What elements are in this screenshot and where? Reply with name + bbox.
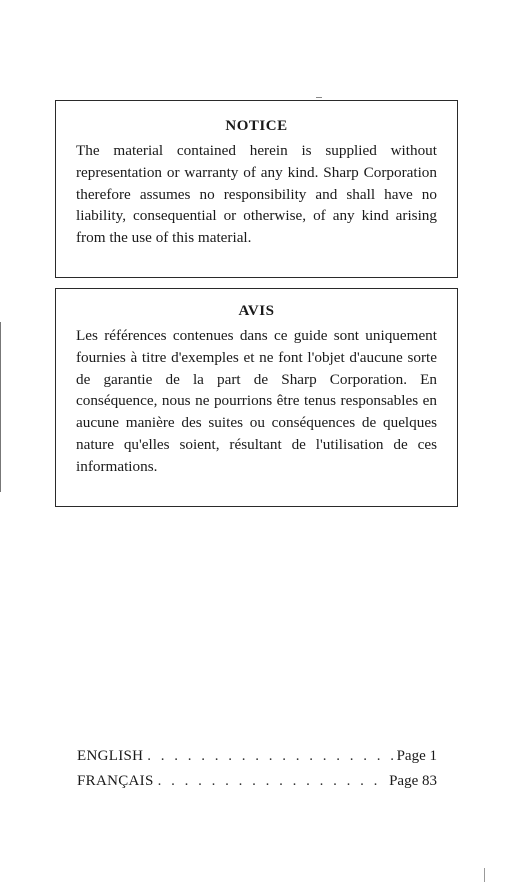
toc-row-english[interactable] xyxy=(77,748,437,773)
toc-row-francais[interactable] xyxy=(77,773,437,798)
scan-mark xyxy=(0,322,1,492)
notice-box xyxy=(55,100,458,278)
scan-mark xyxy=(484,868,485,882)
table-of-contents xyxy=(77,748,437,798)
scan-mark xyxy=(316,97,322,98)
avis-text: Les références contenues dans ce guide sont uniquement fournies à titre d'exemples et ne font l'objet d'aucune sorte de garantie de la part de Sharp Corporation. En conséquence, nous ne pourrions être tenus responsables en aucune manière des suites ou conséquences de quelques nature qu'elles soient, résultant de l'utilisation de ces informations. xyxy=(76,327,437,475)
toc-label: ENGLISH xyxy=(77,748,144,764)
toc-page: Page 1 xyxy=(396,748,437,764)
avis-title: AVIS xyxy=(238,303,275,319)
toc-page: Page 83 xyxy=(389,773,437,789)
avis-box xyxy=(55,288,458,507)
toc-label: FRANÇAIS xyxy=(77,773,154,789)
notice-text: The material contained herein is supplied without representation or warranty of any kind. Sharp Corporation therefore assumes no responsibility and shall have no liability, consequential or otherwise, of any kind arising from the use of this material. xyxy=(76,142,437,247)
toc-leader-dots xyxy=(147,748,392,765)
notice-title: NOTICE xyxy=(225,118,288,134)
toc-leader-dots xyxy=(158,773,385,790)
